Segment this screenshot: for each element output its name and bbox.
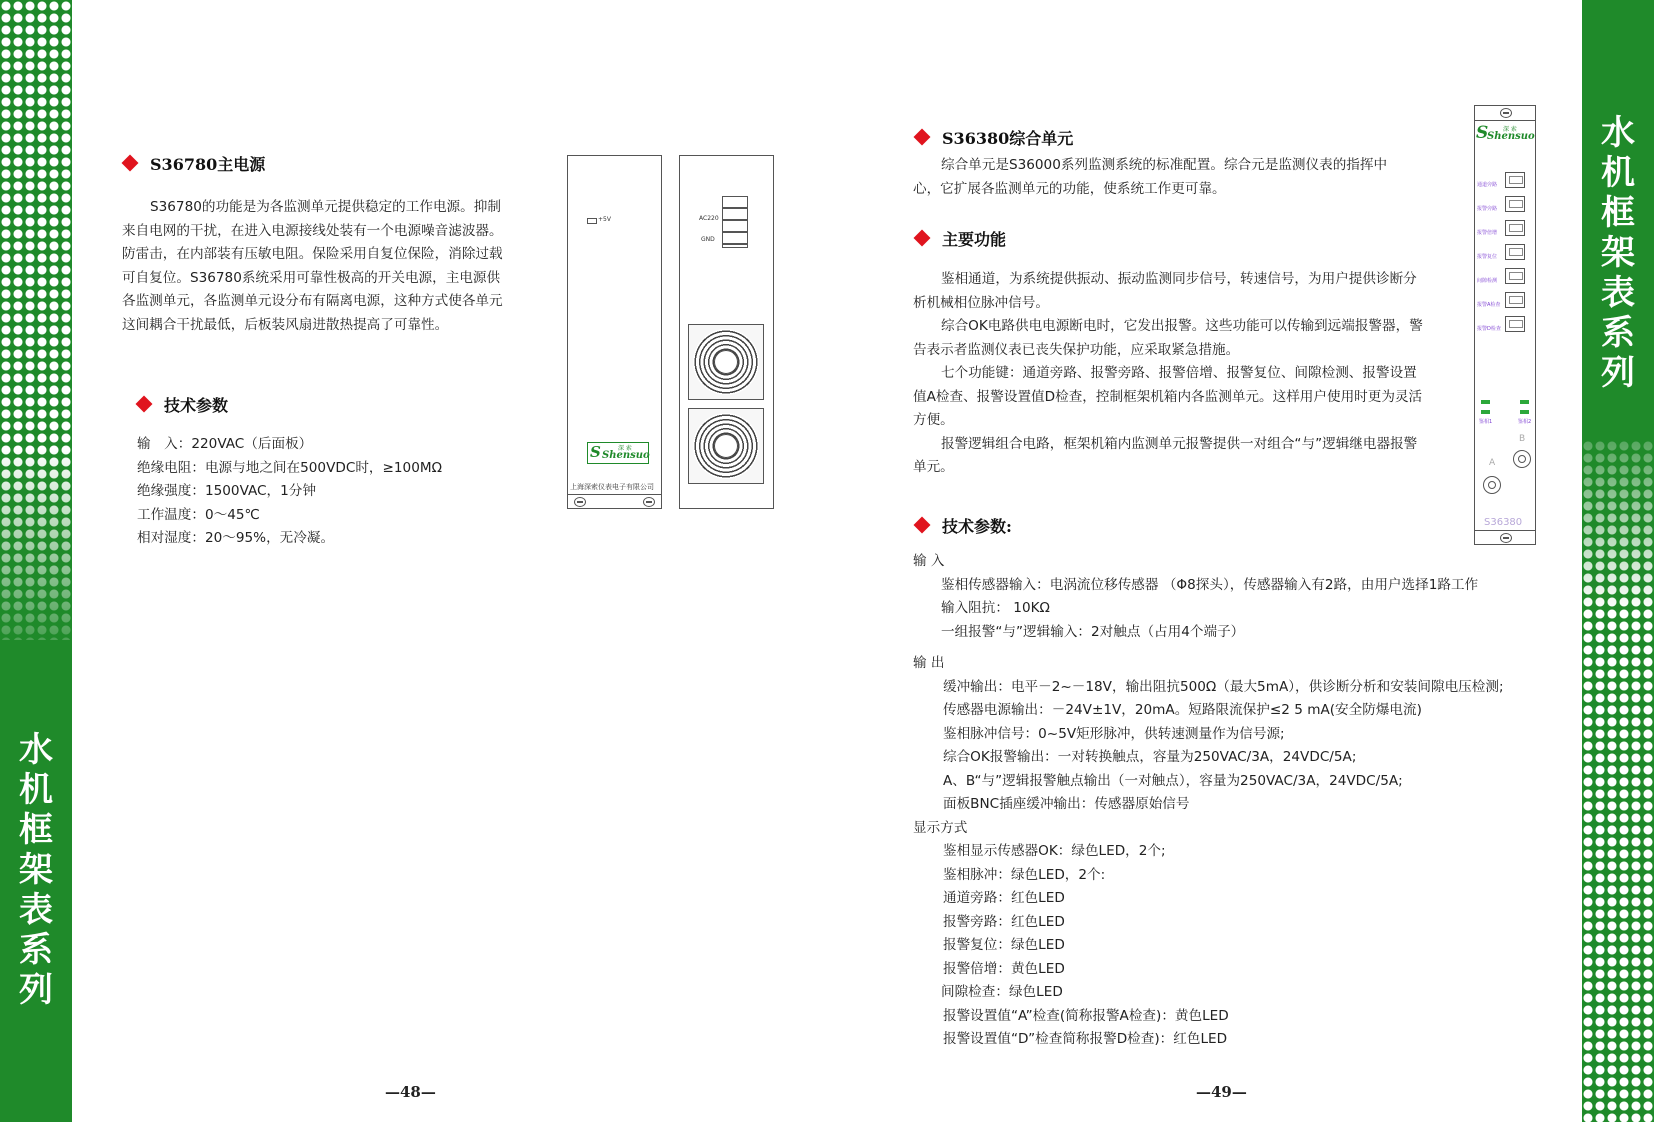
power-led-label: +5V [598,216,611,223]
output-item: 面板BNC插座缓冲输出：传感器原始信号 [943,796,1190,812]
led-indicator [1481,400,1490,404]
bnc-label: B [1519,434,1526,444]
led-indicator [1481,410,1490,414]
led-label: 鉴相1 [1479,419,1493,425]
s36780-front-panel-drawing [567,155,662,509]
shensuo-logo: S Shensuo 深 索 [587,442,649,464]
diamond-bullet-icon [914,129,931,146]
param-item: 相对湿度：20～95%，无冷凝。 [137,530,335,546]
input-item: 一组报警“与”逻辑输入：2对触点（占用4个端子） [941,623,1245,640]
divider [1475,530,1535,531]
button-alarm-d-check [1505,316,1525,332]
main-power-intro: S36780的功能是为各监测单元提供稳定的工作电源。抑制来自电网的干扰，在进入电源接线处装有一个电源噪音滤波器。防雷击，在内部装有压敏电阻。保险采用自复位保险，消除过载可自复位。S36780系统采用可靠性极高的开关电源，主电源供各监测单元，各监测单元设分布有隔离电源，这种方式使各单元这间耦合干扰最低，后板装风扇进散热提高了可靠性。 [122,199,503,333]
page-number-left: —48— [385,1083,436,1101]
param-item: 绝缘强度：1500VAC，1分钟 [137,483,316,499]
terminal-label: GND [701,236,715,243]
right-side-title: 水 机 框 架 表 系 列 [1601,113,1635,393]
input-item: 鉴相传感器输入：电涡流位移传感器 （Φ8探头），传感器输入有2路，由用户选择1路工作 [941,576,1479,593]
terminal-label: AC220 [699,215,719,222]
dot-pattern [0,0,72,640]
divider [568,494,661,495]
bnc-connector-icon [1513,450,1531,468]
display-item: 报警设置值“A”检查(简称报警A检查)：黄色LED [943,1007,1229,1024]
output-group [913,652,1504,1052]
main-functions-text [913,268,1423,480]
output-item: 缓冲输出：电平－2~－18V，输出阻抗500Ω（最大5mA），供诊断分析和安装间隙电压检测; [943,678,1504,695]
logo-cn: 深 索 [1503,126,1517,133]
fan-icon [688,408,764,484]
section-heading-integrated-unit: S36380综合单元 [916,126,1073,149]
screw-icon [574,497,586,507]
output-item: 鉴相脉冲信号：0~5V矩形脉冲，供转速测量作为信号源; [943,725,1285,742]
section-heading-tech-params-right: 技术参数: [916,514,1012,537]
shensuo-logo: Shensuo [1487,131,1535,142]
function-paragraph: 七个功能键：通道旁路、报警旁路、报警倍增、报警复位、间隙检测、报警设置值A检查、报警设置值D检查，控制框架机箱内各监测单元。这样用户使用时更为灵活方便。 [913,365,1423,428]
button-gap-check [1505,268,1525,284]
function-paragraph: 综合OK电路供电电源断电时，它发出报警。这些功能可以传输到远端报警器，警告表示者监测仪表已丧失保护功能，应采取紧急措施。 [913,318,1423,358]
display-item: 报警旁路：红色LED [943,913,1065,930]
model-label: S36380 [1484,517,1523,528]
diamond-bullet-icon [914,517,931,534]
fan-icon [688,324,764,400]
button-channel-bypass [1505,172,1525,188]
diamond-bullet-icon [914,230,931,247]
output-item: A、B“与”逻辑报警触点输出（一对触点），容量为250VAC/3A，24VDC/5A; [943,772,1403,789]
integrated-unit-intro: 综合单元是S36000系列监测系统的标准配置。综合元是监测仪表的指挥中心，它扩展各监测单元的功能，使系统工作更可靠。 [913,157,1388,197]
param-item: 工作温度：0～45℃ [137,506,260,523]
diamond-bullet-icon [136,396,153,413]
button-alarm-a-check [1505,292,1525,308]
output-item: 综合OK报警输出：一对转换触点，容量为250VAC/3A，24VDC/5A; [943,749,1357,765]
bnc-connector-icon [1483,476,1501,494]
input-item: 输入阻抗： 10KΩ [941,600,1050,616]
company-name: 上海深索仪表电子有限公司 [570,483,654,491]
led-label: 鉴相2 [1518,419,1532,425]
function-paragraph: 鉴相通道，为系统提供振动、振动监测同步信号，转速信号，为用户提供诊断分析机械相位脉冲信号。 [913,271,1417,311]
bnc-label: A [1489,458,1496,468]
s36380-front-panel-drawing: S Shensuo 深 索 通道旁路 报警旁路 报警倍增 报警复位 间隙检测 报警A检查 报警D检查 鉴相1 鉴相2 B A S36380 [1474,105,1536,545]
param-item: 输 入：220VAC（后面板） [137,436,313,452]
tech-params-list-left [137,433,442,551]
power-led-icon [587,218,597,224]
left-side-band [0,0,72,1122]
s36780-rear-panel-drawing [679,155,774,509]
divider [1475,120,1535,121]
button-alarm-bypass [1505,196,1525,212]
output-label: 输 出 [913,655,945,671]
button-alarm-multiply [1505,220,1525,236]
input-label: 输 入 [913,553,945,569]
screw-icon [1500,108,1512,118]
section-heading-main-power: S36780主电源 [124,152,265,175]
display-item: 报警设置值“D”检查简称报警D检查)：红色LED [943,1031,1228,1047]
screw-icon [1500,533,1512,543]
left-side-title: 水 机 框 架 表 系 列 [19,730,53,1010]
display-item: 间隙检查：绿色LED [941,984,1063,1000]
logo-s-icon: S [590,443,601,461]
page-number-right: —49— [1196,1083,1247,1101]
screw-icon [643,497,655,507]
display-item: 报警倍增：黄色LED [943,960,1065,977]
display-item: 鉴相显示传感器OK：绿色LED，2个; [943,843,1166,859]
right-side-band [1582,0,1654,1122]
section-heading-tech-params-left: 技术参数 [138,393,228,416]
display-label: 显示方式 [913,819,968,836]
display-item: 通道旁路：红色LED [943,890,1065,906]
display-item: 鉴相脉冲：绿色LED，2个: [943,866,1106,883]
led-indicator [1520,410,1529,414]
input-group [913,550,1478,644]
dot-pattern [1582,440,1654,1122]
terminal-block-icon [722,196,748,248]
section-heading-main-functions: 主要功能 [916,227,1006,250]
output-item: 传感器电源输出：－24V±1V，20mA。短路限流保护≤2 5 mA(安全防爆电流) [943,702,1422,718]
button-alarm-reset [1505,244,1525,260]
display-item: 报警复位：绿色LED [943,937,1065,953]
logo-s-icon: S [1476,123,1489,143]
diamond-bullet-icon [122,155,139,172]
led-indicator [1520,400,1529,404]
function-paragraph: 报警逻辑组合电路，框架机箱内监测单元报警提供一对组合“与”逻辑继电器报警单元。 [913,435,1418,475]
param-item: 绝缘电阻：电源与地之间在500VDC时，≥100MΩ [137,459,442,476]
